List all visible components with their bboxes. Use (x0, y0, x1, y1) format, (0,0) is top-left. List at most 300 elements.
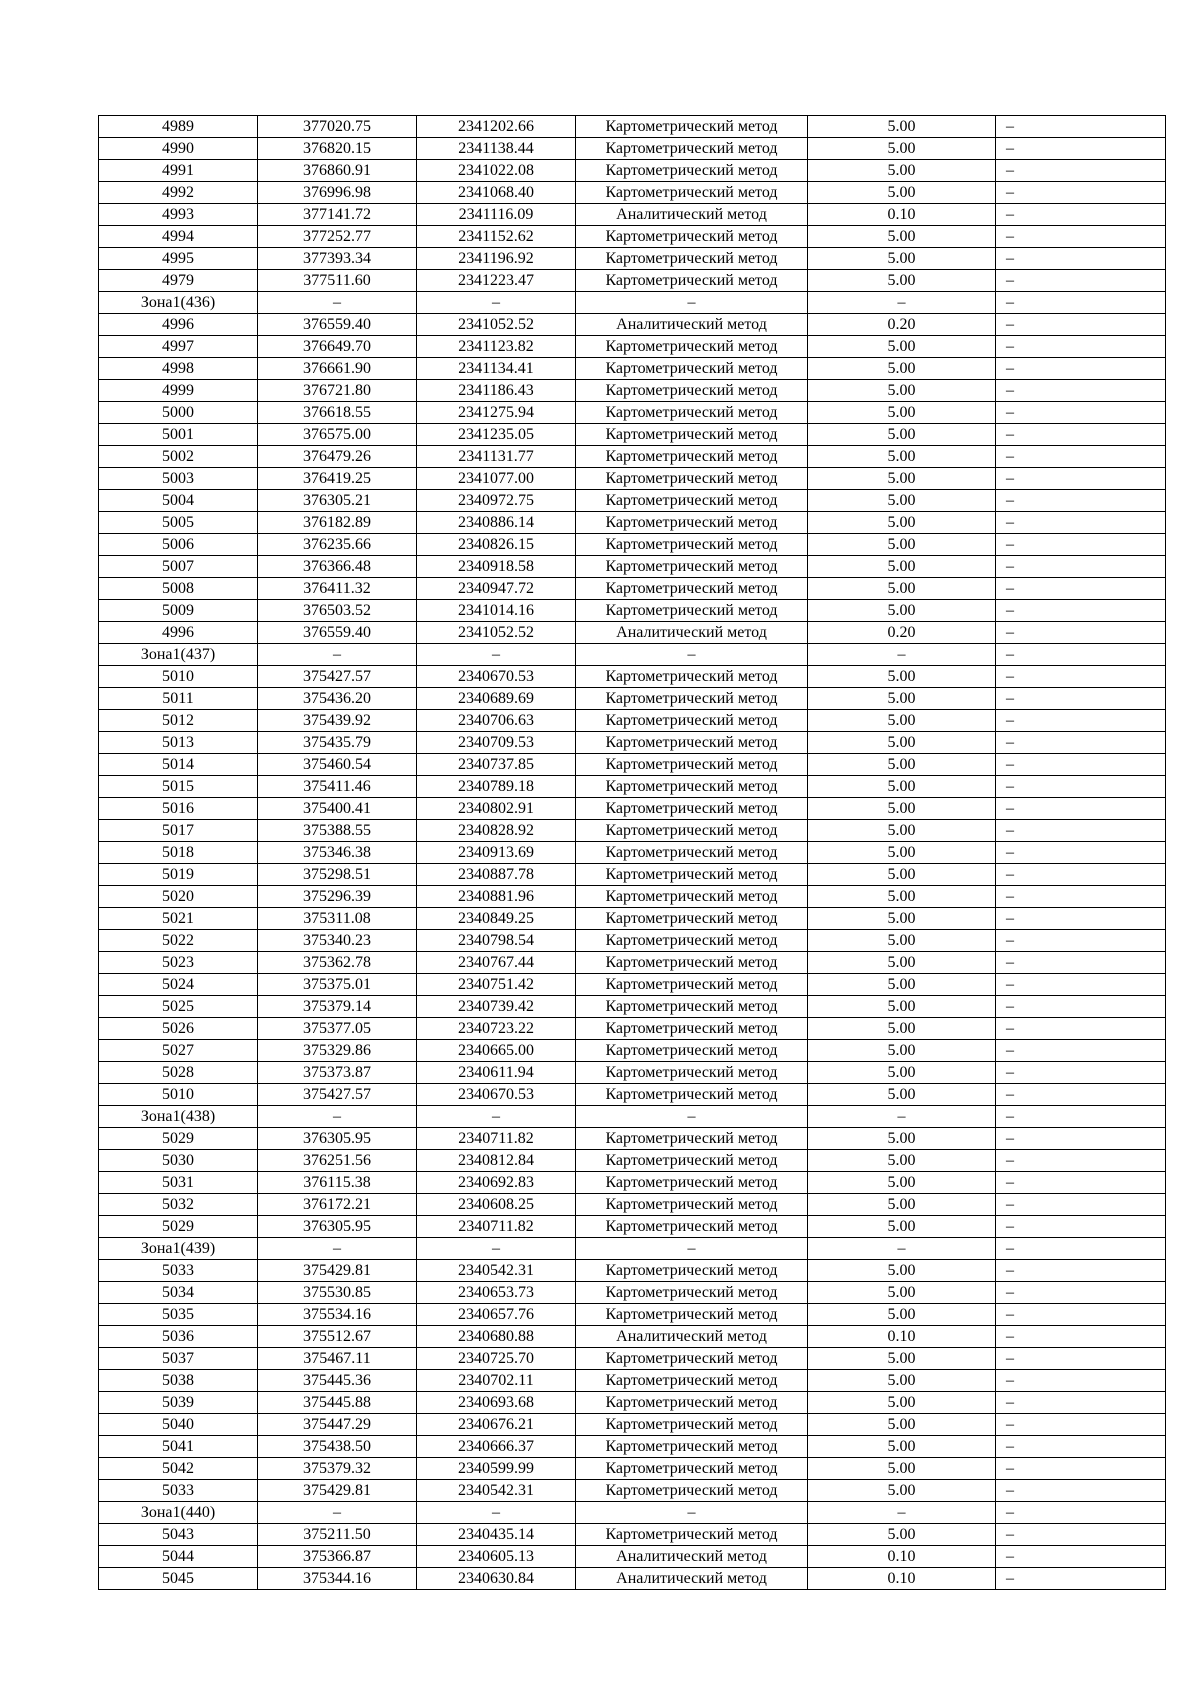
accuracy-cell: 5.00 (808, 270, 996, 292)
point-number-cell: 5012 (99, 710, 258, 732)
accuracy-cell: 5.00 (808, 556, 996, 578)
note-cell: – (996, 490, 1166, 512)
y-coordinate-cell: 2340599.99 (417, 1458, 576, 1480)
point-number-cell: 5043 (99, 1524, 258, 1546)
point-number-cell: 5038 (99, 1370, 258, 1392)
method-cell: Картометрический метод (576, 710, 808, 732)
y-coordinate-cell: 2341223.47 (417, 270, 576, 292)
point-number-cell: 5000 (99, 402, 258, 424)
y-coordinate-cell: 2340826.15 (417, 534, 576, 556)
point-number-cell: 5001 (99, 424, 258, 446)
note-cell: – (996, 820, 1166, 842)
accuracy-cell: 5.00 (808, 578, 996, 600)
note-cell: – (996, 1370, 1166, 1392)
method-cell: Картометрический метод (576, 160, 808, 182)
table-row (99, 1326, 1166, 1348)
method-cell: Картометрический метод (576, 138, 808, 160)
x-coordinate-cell: 376479.26 (258, 446, 417, 468)
table-row (99, 1128, 1166, 1150)
point-number-cell: 5018 (99, 842, 258, 864)
point-number-cell: 4990 (99, 138, 258, 160)
point-number-cell: 4979 (99, 270, 258, 292)
x-coordinate-cell: 376618.55 (258, 402, 417, 424)
accuracy-cell: 5.00 (808, 798, 996, 820)
table-row (99, 204, 1166, 226)
accuracy-cell: 5.00 (808, 1018, 996, 1040)
x-coordinate-cell: 376305.21 (258, 490, 417, 512)
method-cell: Картометрический метод (576, 952, 808, 974)
point-number-cell: 5011 (99, 688, 258, 710)
y-coordinate-cell: – (417, 292, 576, 314)
x-coordinate-cell: – (258, 1502, 417, 1524)
x-coordinate-cell: 375311.08 (258, 908, 417, 930)
point-number-cell: Зона1(436) (99, 292, 258, 314)
method-cell: Картометрический метод (576, 886, 808, 908)
point-number-cell: 5044 (99, 1546, 258, 1568)
note-cell: – (996, 1458, 1166, 1480)
accuracy-cell: 5.00 (808, 754, 996, 776)
y-coordinate-cell: 2340670.53 (417, 1084, 576, 1106)
y-coordinate-cell: 2341152.62 (417, 226, 576, 248)
note-cell: – (996, 1062, 1166, 1084)
note-cell: – (996, 1568, 1166, 1590)
table-row (99, 1370, 1166, 1392)
method-cell: Картометрический метод (576, 556, 808, 578)
accuracy-cell: 5.00 (808, 1458, 996, 1480)
note-cell: – (996, 952, 1166, 974)
method-cell: Картометрический метод (576, 534, 808, 556)
point-number-cell: 5029 (99, 1128, 258, 1150)
point-number-cell: Зона1(438) (99, 1106, 258, 1128)
method-cell: Картометрический метод (576, 1480, 808, 1502)
note-cell: – (996, 1282, 1166, 1304)
y-coordinate-cell: 2340630.84 (417, 1568, 576, 1590)
accuracy-cell: 5.00 (808, 534, 996, 556)
x-coordinate-cell: 375447.29 (258, 1414, 417, 1436)
accuracy-cell: 5.00 (808, 380, 996, 402)
x-coordinate-cell: 375388.55 (258, 820, 417, 842)
method-cell: Картометрический метод (576, 424, 808, 446)
y-coordinate-cell: 2340798.54 (417, 930, 576, 952)
accuracy-cell: 5.00 (808, 336, 996, 358)
note-cell: – (996, 1348, 1166, 1370)
table-row (99, 996, 1166, 1018)
method-cell: Картометрический метод (576, 1084, 808, 1106)
note-cell: – (996, 1436, 1166, 1458)
method-cell: Картометрический метод (576, 820, 808, 842)
method-cell: Картометрический метод (576, 468, 808, 490)
point-number-cell: 5026 (99, 1018, 258, 1040)
method-cell: Картометрический метод (576, 1348, 808, 1370)
table-row (99, 600, 1166, 622)
accuracy-cell: 5.00 (808, 424, 996, 446)
method-cell: Картометрический метод (576, 1062, 808, 1084)
method-cell: Картометрический метод (576, 1194, 808, 1216)
table-row (99, 1084, 1166, 1106)
method-cell: Картометрический метод (576, 182, 808, 204)
accuracy-cell: – (808, 1502, 996, 1524)
x-coordinate-cell: 375298.51 (258, 864, 417, 886)
note-cell: – (996, 1106, 1166, 1128)
method-cell: Картометрический метод (576, 512, 808, 534)
y-coordinate-cell: 2341196.92 (417, 248, 576, 270)
note-cell: – (996, 182, 1166, 204)
accuracy-cell: 0.10 (808, 1546, 996, 1568)
accuracy-cell: – (808, 644, 996, 666)
table-row (99, 358, 1166, 380)
table-row (99, 226, 1166, 248)
method-cell: Картометрический метод (576, 1414, 808, 1436)
y-coordinate-cell: 2341116.09 (417, 204, 576, 226)
accuracy-cell: 0.20 (808, 622, 996, 644)
note-cell: – (996, 578, 1166, 600)
x-coordinate-cell: – (258, 644, 417, 666)
y-coordinate-cell: 2340947.72 (417, 578, 576, 600)
method-cell: Аналитический метод (576, 314, 808, 336)
point-number-cell: 5006 (99, 534, 258, 556)
table-row (99, 1546, 1166, 1568)
x-coordinate-cell: 377393.34 (258, 248, 417, 270)
x-coordinate-cell: 376820.15 (258, 138, 417, 160)
y-coordinate-cell: 2340608.25 (417, 1194, 576, 1216)
zone-header-row (99, 644, 1166, 666)
x-coordinate-cell: 375340.23 (258, 930, 417, 952)
method-cell: Картометрический метод (576, 1370, 808, 1392)
note-cell: – (996, 314, 1166, 336)
accuracy-cell: – (808, 1238, 996, 1260)
accuracy-cell: 5.00 (808, 776, 996, 798)
note-cell: – (996, 512, 1166, 534)
note-cell: – (996, 1128, 1166, 1150)
note-cell: – (996, 1260, 1166, 1282)
point-number-cell: 4993 (99, 204, 258, 226)
note-cell: – (996, 1414, 1166, 1436)
note-cell: – (996, 688, 1166, 710)
x-coordinate-cell: 377141.72 (258, 204, 417, 226)
y-coordinate-cell: – (417, 1502, 576, 1524)
point-number-cell: 4989 (99, 116, 258, 138)
y-coordinate-cell: 2340737.85 (417, 754, 576, 776)
method-cell: Картометрический метод (576, 754, 808, 776)
note-cell: – (996, 1150, 1166, 1172)
note-cell: – (996, 754, 1166, 776)
method-cell: Картометрический метод (576, 908, 808, 930)
point-number-cell: 5032 (99, 1194, 258, 1216)
x-coordinate-cell: – (258, 1238, 417, 1260)
accuracy-cell: 5.00 (808, 1260, 996, 1282)
accuracy-cell: – (808, 1106, 996, 1128)
note-cell: – (996, 336, 1166, 358)
accuracy-cell: 0.10 (808, 1326, 996, 1348)
note-cell: – (996, 380, 1166, 402)
accuracy-cell: 5.00 (808, 1370, 996, 1392)
table-row (99, 1216, 1166, 1238)
x-coordinate-cell: 377020.75 (258, 116, 417, 138)
table-row (99, 1392, 1166, 1414)
point-number-cell: 5003 (99, 468, 258, 490)
method-cell: Картометрический метод (576, 974, 808, 996)
method-cell: Картометрический метод (576, 226, 808, 248)
y-coordinate-cell: 2340812.84 (417, 1150, 576, 1172)
point-number-cell: 5002 (99, 446, 258, 468)
point-number-cell: 5036 (99, 1326, 258, 1348)
table-row (99, 1524, 1166, 1546)
x-coordinate-cell: 377252.77 (258, 226, 417, 248)
method-cell: Картометрический метод (576, 732, 808, 754)
y-coordinate-cell: 2340849.25 (417, 908, 576, 930)
method-cell: Картометрический метод (576, 1392, 808, 1414)
table-row (99, 886, 1166, 908)
table-row (99, 1568, 1166, 1590)
point-number-cell: 5027 (99, 1040, 258, 1062)
method-cell: Картометрический метод (576, 1172, 808, 1194)
note-cell: – (996, 1018, 1166, 1040)
note-cell: – (996, 1480, 1166, 1502)
method-cell: Картометрический метод (576, 1216, 808, 1238)
table-row (99, 974, 1166, 996)
y-coordinate-cell: 2340689.69 (417, 688, 576, 710)
table-row (99, 534, 1166, 556)
point-number-cell: 5013 (99, 732, 258, 754)
x-coordinate-cell: 376649.70 (258, 336, 417, 358)
x-coordinate-cell: 375436.20 (258, 688, 417, 710)
point-number-cell: 5035 (99, 1304, 258, 1326)
table-row (99, 1172, 1166, 1194)
note-cell: – (996, 292, 1166, 314)
x-coordinate-cell: 376115.38 (258, 1172, 417, 1194)
note-cell: – (996, 996, 1166, 1018)
method-cell: – (576, 1106, 808, 1128)
y-coordinate-cell: 2340653.73 (417, 1282, 576, 1304)
note-cell: – (996, 1392, 1166, 1414)
y-coordinate-cell: 2341052.52 (417, 314, 576, 336)
x-coordinate-cell: 375346.38 (258, 842, 417, 864)
y-coordinate-cell: 2341235.05 (417, 424, 576, 446)
point-number-cell: 5008 (99, 578, 258, 600)
note-cell: – (996, 622, 1166, 644)
accuracy-cell: 5.00 (808, 402, 996, 424)
accuracy-cell: 5.00 (808, 952, 996, 974)
y-coordinate-cell: 2340706.63 (417, 710, 576, 732)
accuracy-cell: 5.00 (808, 1040, 996, 1062)
point-number-cell: 5031 (99, 1172, 258, 1194)
method-cell: Картометрический метод (576, 1304, 808, 1326)
accuracy-cell: 0.10 (808, 1568, 996, 1590)
y-coordinate-cell: 2340666.37 (417, 1436, 576, 1458)
method-cell: Аналитический метод (576, 204, 808, 226)
accuracy-cell: 5.00 (808, 820, 996, 842)
x-coordinate-cell: 375379.14 (258, 996, 417, 1018)
point-number-cell: 5014 (99, 754, 258, 776)
note-cell: – (996, 358, 1166, 380)
x-coordinate-cell: 376996.98 (258, 182, 417, 204)
note-cell: – (996, 1502, 1166, 1524)
x-coordinate-cell: 376721.80 (258, 380, 417, 402)
table-row (99, 1260, 1166, 1282)
note-cell: – (996, 424, 1166, 446)
note-cell: – (996, 842, 1166, 864)
table-row (99, 820, 1166, 842)
y-coordinate-cell: 2340723.22 (417, 1018, 576, 1040)
accuracy-cell: – (808, 292, 996, 314)
y-coordinate-cell: 2340702.11 (417, 1370, 576, 1392)
method-cell: Аналитический метод (576, 622, 808, 644)
point-number-cell: 5025 (99, 996, 258, 1018)
table-row (99, 710, 1166, 732)
x-coordinate-cell: 375329.86 (258, 1040, 417, 1062)
point-number-cell: 4995 (99, 248, 258, 270)
x-coordinate-cell: 376503.52 (258, 600, 417, 622)
accuracy-cell: 5.00 (808, 1128, 996, 1150)
method-cell: Картометрический метод (576, 842, 808, 864)
x-coordinate-cell: 376366.48 (258, 556, 417, 578)
accuracy-cell: 5.00 (808, 138, 996, 160)
point-number-cell: 5033 (99, 1260, 258, 1282)
x-coordinate-cell: 376419.25 (258, 468, 417, 490)
note-cell: – (996, 1304, 1166, 1326)
accuracy-cell: 5.00 (808, 1150, 996, 1172)
accuracy-cell: 0.10 (808, 204, 996, 226)
x-coordinate-cell: 375460.54 (258, 754, 417, 776)
accuracy-cell: 5.00 (808, 666, 996, 688)
accuracy-cell: 5.00 (808, 886, 996, 908)
note-cell: – (996, 1546, 1166, 1568)
method-cell: Картометрический метод (576, 1436, 808, 1458)
method-cell: Картометрический метод (576, 996, 808, 1018)
x-coordinate-cell: 375411.46 (258, 776, 417, 798)
accuracy-cell: 5.00 (808, 358, 996, 380)
table-row (99, 1414, 1166, 1436)
method-cell: Картометрический метод (576, 1018, 808, 1040)
table-row (99, 930, 1166, 952)
point-number-cell: 5005 (99, 512, 258, 534)
y-coordinate-cell: 2340767.44 (417, 952, 576, 974)
table-row (99, 138, 1166, 160)
accuracy-cell: 5.00 (808, 1084, 996, 1106)
x-coordinate-cell: 375377.05 (258, 1018, 417, 1040)
accuracy-cell: 5.00 (808, 1414, 996, 1436)
x-coordinate-cell: 375400.41 (258, 798, 417, 820)
method-cell: – (576, 1502, 808, 1524)
accuracy-cell: 5.00 (808, 1348, 996, 1370)
point-number-cell: 5019 (99, 864, 258, 886)
accuracy-cell: 5.00 (808, 248, 996, 270)
point-number-cell: 5017 (99, 820, 258, 842)
method-cell: Картометрический метод (576, 1282, 808, 1304)
table-row (99, 1150, 1166, 1172)
point-number-cell: 5029 (99, 1216, 258, 1238)
table-row (99, 446, 1166, 468)
table-row (99, 1348, 1166, 1370)
method-cell: Картометрический метод (576, 446, 808, 468)
point-number-cell: Зона1(437) (99, 644, 258, 666)
table-row (99, 1194, 1166, 1216)
y-coordinate-cell: 2340886.14 (417, 512, 576, 534)
note-cell: – (996, 1172, 1166, 1194)
table-row (99, 182, 1166, 204)
method-cell: Картометрический метод (576, 1524, 808, 1546)
y-coordinate-cell: 2340751.42 (417, 974, 576, 996)
y-coordinate-cell: 2340913.69 (417, 842, 576, 864)
method-cell: Картометрический метод (576, 930, 808, 952)
point-number-cell: 5024 (99, 974, 258, 996)
point-number-cell: 4998 (99, 358, 258, 380)
method-cell: Картометрический метод (576, 1040, 808, 1062)
note-cell: – (996, 1040, 1166, 1062)
x-coordinate-cell: 375427.57 (258, 666, 417, 688)
zone-header-row (99, 292, 1166, 314)
accuracy-cell: 5.00 (808, 1304, 996, 1326)
accuracy-cell: 5.00 (808, 1194, 996, 1216)
point-number-cell: 5037 (99, 1348, 258, 1370)
note-cell: – (996, 1194, 1166, 1216)
table-row (99, 468, 1166, 490)
table-row (99, 336, 1166, 358)
table-row (99, 1062, 1166, 1084)
y-coordinate-cell: 2341077.00 (417, 468, 576, 490)
table-row (99, 160, 1166, 182)
accuracy-cell: 5.00 (808, 732, 996, 754)
method-cell: Картометрический метод (576, 116, 808, 138)
table-row (99, 424, 1166, 446)
point-number-cell: 5028 (99, 1062, 258, 1084)
y-coordinate-cell: 2340709.53 (417, 732, 576, 754)
method-cell: Картометрический метод (576, 1458, 808, 1480)
accuracy-cell: 5.00 (808, 996, 996, 1018)
x-coordinate-cell: 375512.67 (258, 1326, 417, 1348)
note-cell: – (996, 138, 1166, 160)
note-cell: – (996, 710, 1166, 732)
note-cell: – (996, 534, 1166, 556)
note-cell: – (996, 226, 1166, 248)
point-number-cell: 5016 (99, 798, 258, 820)
note-cell: – (996, 886, 1166, 908)
table-body (99, 116, 1166, 1590)
table-row (99, 666, 1166, 688)
table-row (99, 116, 1166, 138)
note-cell: – (996, 248, 1166, 270)
x-coordinate-cell: 375373.87 (258, 1062, 417, 1084)
x-coordinate-cell: – (258, 292, 417, 314)
table-row (99, 402, 1166, 424)
point-number-cell: 5010 (99, 666, 258, 688)
accuracy-cell: 5.00 (808, 1436, 996, 1458)
y-coordinate-cell: 2340665.00 (417, 1040, 576, 1062)
table-row (99, 1040, 1166, 1062)
table-row (99, 1436, 1166, 1458)
note-cell: – (996, 468, 1166, 490)
y-coordinate-cell: 2340711.82 (417, 1216, 576, 1238)
method-cell: Картометрический метод (576, 248, 808, 270)
point-number-cell: 4994 (99, 226, 258, 248)
x-coordinate-cell: – (258, 1106, 417, 1128)
point-number-cell: 5041 (99, 1436, 258, 1458)
accuracy-cell: 5.00 (808, 1216, 996, 1238)
method-cell: Картометрический метод (576, 798, 808, 820)
point-number-cell: 5015 (99, 776, 258, 798)
x-coordinate-cell: 375534.16 (258, 1304, 417, 1326)
note-cell: – (996, 644, 1166, 666)
accuracy-cell: 5.00 (808, 468, 996, 490)
point-number-cell: 5004 (99, 490, 258, 512)
x-coordinate-cell: 376235.66 (258, 534, 417, 556)
y-coordinate-cell: 2340676.21 (417, 1414, 576, 1436)
point-number-cell: 5033 (99, 1480, 258, 1502)
accuracy-cell: 5.00 (808, 600, 996, 622)
y-coordinate-cell: 2341134.41 (417, 358, 576, 380)
accuracy-cell: 5.00 (808, 116, 996, 138)
table-row (99, 270, 1166, 292)
